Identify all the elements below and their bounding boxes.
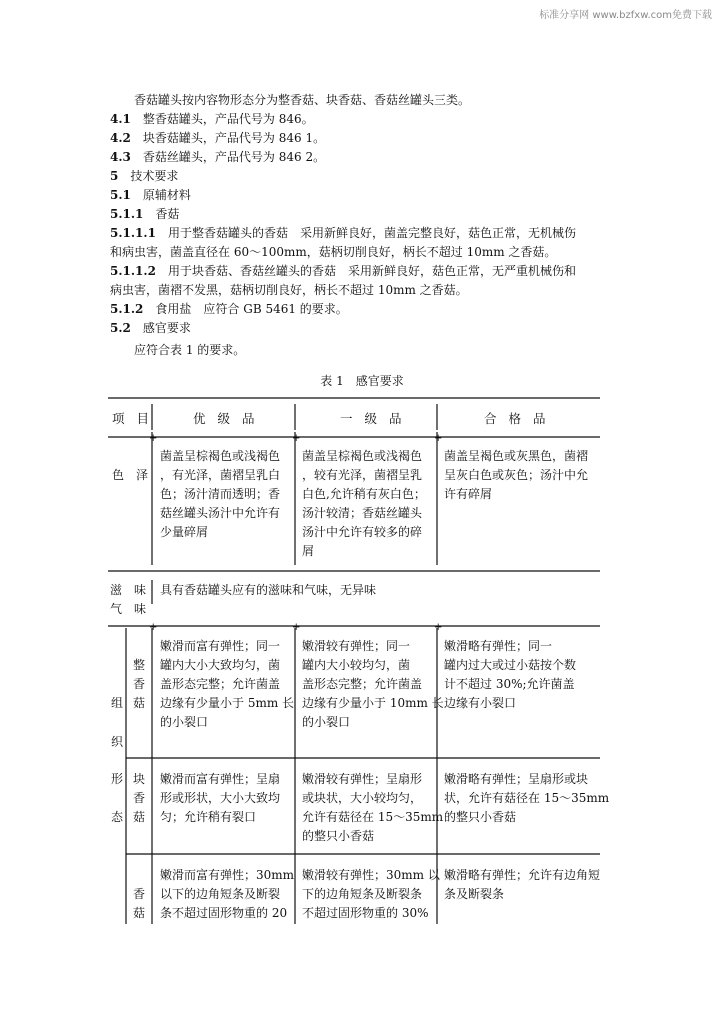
clause-number: 5.1.1 bbox=[110, 207, 144, 221]
cell-line: 菇丝罐头汤汁中允许有 bbox=[160, 506, 281, 520]
color-grade-1 bbox=[160, 447, 280, 542]
row-label-shape-1: 形 bbox=[110, 772, 123, 786]
piece-grade-1 bbox=[160, 770, 280, 827]
cell-line: 汤汁较清；香菇丝罐头 bbox=[302, 506, 423, 520]
cell-line: 嫩滑较有弹性；同一 bbox=[302, 639, 411, 653]
cell-line: 菇 bbox=[133, 696, 146, 710]
svg-text:+: + bbox=[149, 433, 158, 444]
piece-grade-3 bbox=[444, 770, 609, 827]
whole-grade-3 bbox=[444, 637, 576, 713]
cell-line: 边缘有少量小于 10mm 长 bbox=[302, 696, 444, 710]
cell-line: 嫩滑略有弹性；同一 bbox=[444, 639, 553, 653]
clause-number: 5 bbox=[110, 169, 119, 183]
svg-text:+: + bbox=[292, 622, 301, 633]
cell-line: 整 bbox=[133, 658, 146, 672]
intro-paragraph: 香菇罐头按内容物形态分为整香菇、块香菇、香菇丝罐头三类。 bbox=[134, 93, 471, 107]
cell-line: 边缘有少量小于 5mm 长 bbox=[160, 696, 295, 710]
clause-text: 香菇丝罐头，产品代号为 846 2。 bbox=[142, 150, 326, 164]
piece-grade-2 bbox=[302, 770, 443, 846]
clause-text: 用于块香菇、香菇丝罐头的香菇 采用新鲜良好，菇色正常，无严重机械伤和 bbox=[167, 264, 576, 278]
shred-grade-1 bbox=[160, 866, 294, 923]
cell-line: 嫩滑较有弹性；呈扇形 bbox=[302, 772, 423, 786]
cell-line: 允许有菇径在 15～35mm bbox=[302, 810, 444, 824]
cell-line: 的小裂口 bbox=[302, 715, 351, 729]
sub-label-whole bbox=[133, 656, 145, 713]
cell-line: 罐内大小大致均匀，菌 bbox=[160, 658, 281, 672]
shred-grade-3 bbox=[444, 866, 600, 904]
cell-line: 状，允许有菇径在 15～35mm bbox=[444, 791, 610, 805]
cell-line: 色；汤汁清而透明；香 bbox=[160, 487, 281, 501]
row-label-taste bbox=[110, 581, 146, 619]
clause-text: 感官要求 bbox=[142, 321, 191, 335]
cell-line: 嫩滑而富有弹性；30mm bbox=[160, 868, 295, 882]
sub-label-piece bbox=[133, 770, 145, 827]
clause-number: 5.1.1.2 bbox=[110, 264, 156, 278]
header-grade-1: 优级品 bbox=[193, 411, 267, 426]
clause-number: 5.1.1.1 bbox=[110, 226, 156, 240]
table-caption: 表 1 感官要求 bbox=[320, 374, 404, 388]
cell-line: 或块状，大小较均匀， bbox=[302, 791, 423, 805]
row-label-color: 色 泽 bbox=[112, 468, 149, 482]
cell-line: 香 bbox=[133, 677, 146, 691]
cell-line: 香 bbox=[133, 791, 146, 805]
clause-text: 病虫害，菌褶不发黑，菇柄切削良好，柄长不超过 10mm 之香菇。 bbox=[110, 283, 468, 297]
clause-text: 香菇 bbox=[155, 207, 180, 221]
conform-text: 应符合表 1 的要求。 bbox=[134, 343, 246, 357]
cell-line: 汤汁中允许有较多的碎 bbox=[302, 525, 423, 539]
cell-line: 边缘有小裂口 bbox=[444, 696, 517, 710]
clause-number: 4.2 bbox=[110, 131, 131, 145]
clause-text: 和病虫害，菌盖直径在 60～100mm，菇柄切削良好，柄长不超过 10mm 之香菇。 bbox=[110, 245, 557, 259]
svg-text:+: + bbox=[292, 433, 301, 444]
row-label-org-1: 组 bbox=[110, 696, 123, 710]
clause-number: 5.2 bbox=[110, 321, 131, 335]
cell-line: 菌盖呈棕褐色或浅褐色 bbox=[302, 449, 423, 463]
row-label-shape-2: 态 bbox=[110, 810, 123, 824]
svg-text:+: + bbox=[149, 622, 158, 633]
cell-line: 嫩滑略有弹性；呈扇形或块 bbox=[444, 772, 589, 786]
svg-text:+: + bbox=[434, 622, 443, 633]
clause-number: 4.3 bbox=[110, 150, 131, 164]
clause-text: 原辅材料 bbox=[142, 188, 191, 202]
cell-line: 呈灰白色或灰色；汤汁中允 bbox=[444, 468, 589, 482]
whole-grade-2 bbox=[302, 637, 444, 732]
cell-line: 计不超过 30%;允许菌盖 bbox=[444, 677, 575, 691]
clause-text: 整香菇罐头，产品代号为 846。 bbox=[142, 112, 314, 126]
clause-text: 用于整香菇罐头的香菇 采用新鲜良好，菌盖完整良好，菇色正常，无机械伤 bbox=[167, 226, 576, 240]
cell-line: 盖形态完整；允许菌盖 bbox=[302, 677, 423, 691]
cell-line: 滋 味 bbox=[110, 583, 147, 597]
sub-label-shred bbox=[133, 885, 145, 923]
whole-grade-1 bbox=[160, 637, 294, 732]
cell-line: 菇 bbox=[133, 810, 146, 824]
svg-text:+: + bbox=[434, 433, 443, 444]
cell-line: 以下的边角短条及断裂 bbox=[160, 887, 281, 901]
row-label-org-2: 织 bbox=[110, 735, 123, 749]
cell-line: 罐内过大或过小菇按个数 bbox=[444, 658, 577, 672]
cell-line: 的整只小香菇 bbox=[444, 810, 517, 824]
cell-line: 菌盖呈褐色或灰黑色，菌褶 bbox=[444, 449, 589, 463]
clause-number: 4.1 bbox=[110, 112, 131, 126]
cell-line: 嫩滑略有弹性；允许有边角短 bbox=[444, 868, 601, 882]
cell-line: 条不超过固形物重的 20 bbox=[160, 906, 288, 920]
cell-line: ，较有光泽，菌褶呈乳 bbox=[302, 468, 423, 482]
cell-line: 下的边角短条及断裂条 bbox=[302, 887, 423, 901]
clause-text: 技术要求 bbox=[130, 169, 179, 183]
cell-line: 匀；允许稍有裂口 bbox=[160, 810, 257, 824]
cell-line: ，有光泽，菌褶呈乳白 bbox=[160, 468, 281, 482]
clause-number: 5.1 bbox=[110, 188, 131, 202]
clause-text: 块香菇罐头，产品代号为 846 1。 bbox=[142, 131, 326, 145]
cell-line: 嫩滑较有弹性；30mm 以 bbox=[302, 868, 440, 882]
clause-number: 5.1.2 bbox=[110, 302, 144, 316]
cell-line: 嫩滑而富有弹性；同一 bbox=[160, 639, 281, 653]
color-grade-3 bbox=[444, 447, 588, 504]
cell-line: 气 味 bbox=[110, 602, 147, 616]
cell-line: 条及断裂条 bbox=[444, 887, 505, 901]
shred-grade-2 bbox=[302, 866, 440, 923]
cell-line: 嫩滑而富有弹性；呈扇 bbox=[160, 772, 281, 786]
cell-line: 块 bbox=[133, 772, 146, 786]
cell-line: 的小裂口 bbox=[160, 715, 209, 729]
taste-text: 具有香菇罐头应有的滋味和气味，无异味 bbox=[160, 583, 377, 597]
watermark: 标准分享网 www.bzfxw.com免费下载 bbox=[539, 10, 712, 21]
cell-line: 不超过固形物重的 30% bbox=[302, 906, 429, 920]
cell-line: 罐内大小较均匀，菌 bbox=[302, 658, 411, 672]
cell-line: 的整只小香菇 bbox=[302, 829, 375, 843]
cell-line: 许有碎屑 bbox=[444, 487, 493, 501]
cell-line: 盖形态完整；允许菌盖 bbox=[160, 677, 281, 691]
header-grade-2: 一级品 bbox=[340, 411, 414, 426]
cell-line: 菇 bbox=[133, 906, 146, 920]
cell-line: 形或形状，大小大致均 bbox=[160, 791, 281, 805]
clause-text: 食用盐 应符合 GB 5461 的要求。 bbox=[155, 302, 348, 316]
cell-line: 香 bbox=[133, 887, 146, 901]
header-grade-3: 合格品 bbox=[484, 411, 558, 426]
color-grade-2 bbox=[302, 447, 426, 561]
cell-line: 白色,允许稍有灰白色； bbox=[302, 487, 426, 501]
header-item: 项目 bbox=[112, 411, 162, 426]
cell-line: 屑 bbox=[302, 544, 315, 558]
cell-line: 菌盖呈棕褐色或浅褐色 bbox=[160, 449, 281, 463]
cell-line: 少量碎屑 bbox=[160, 525, 209, 539]
